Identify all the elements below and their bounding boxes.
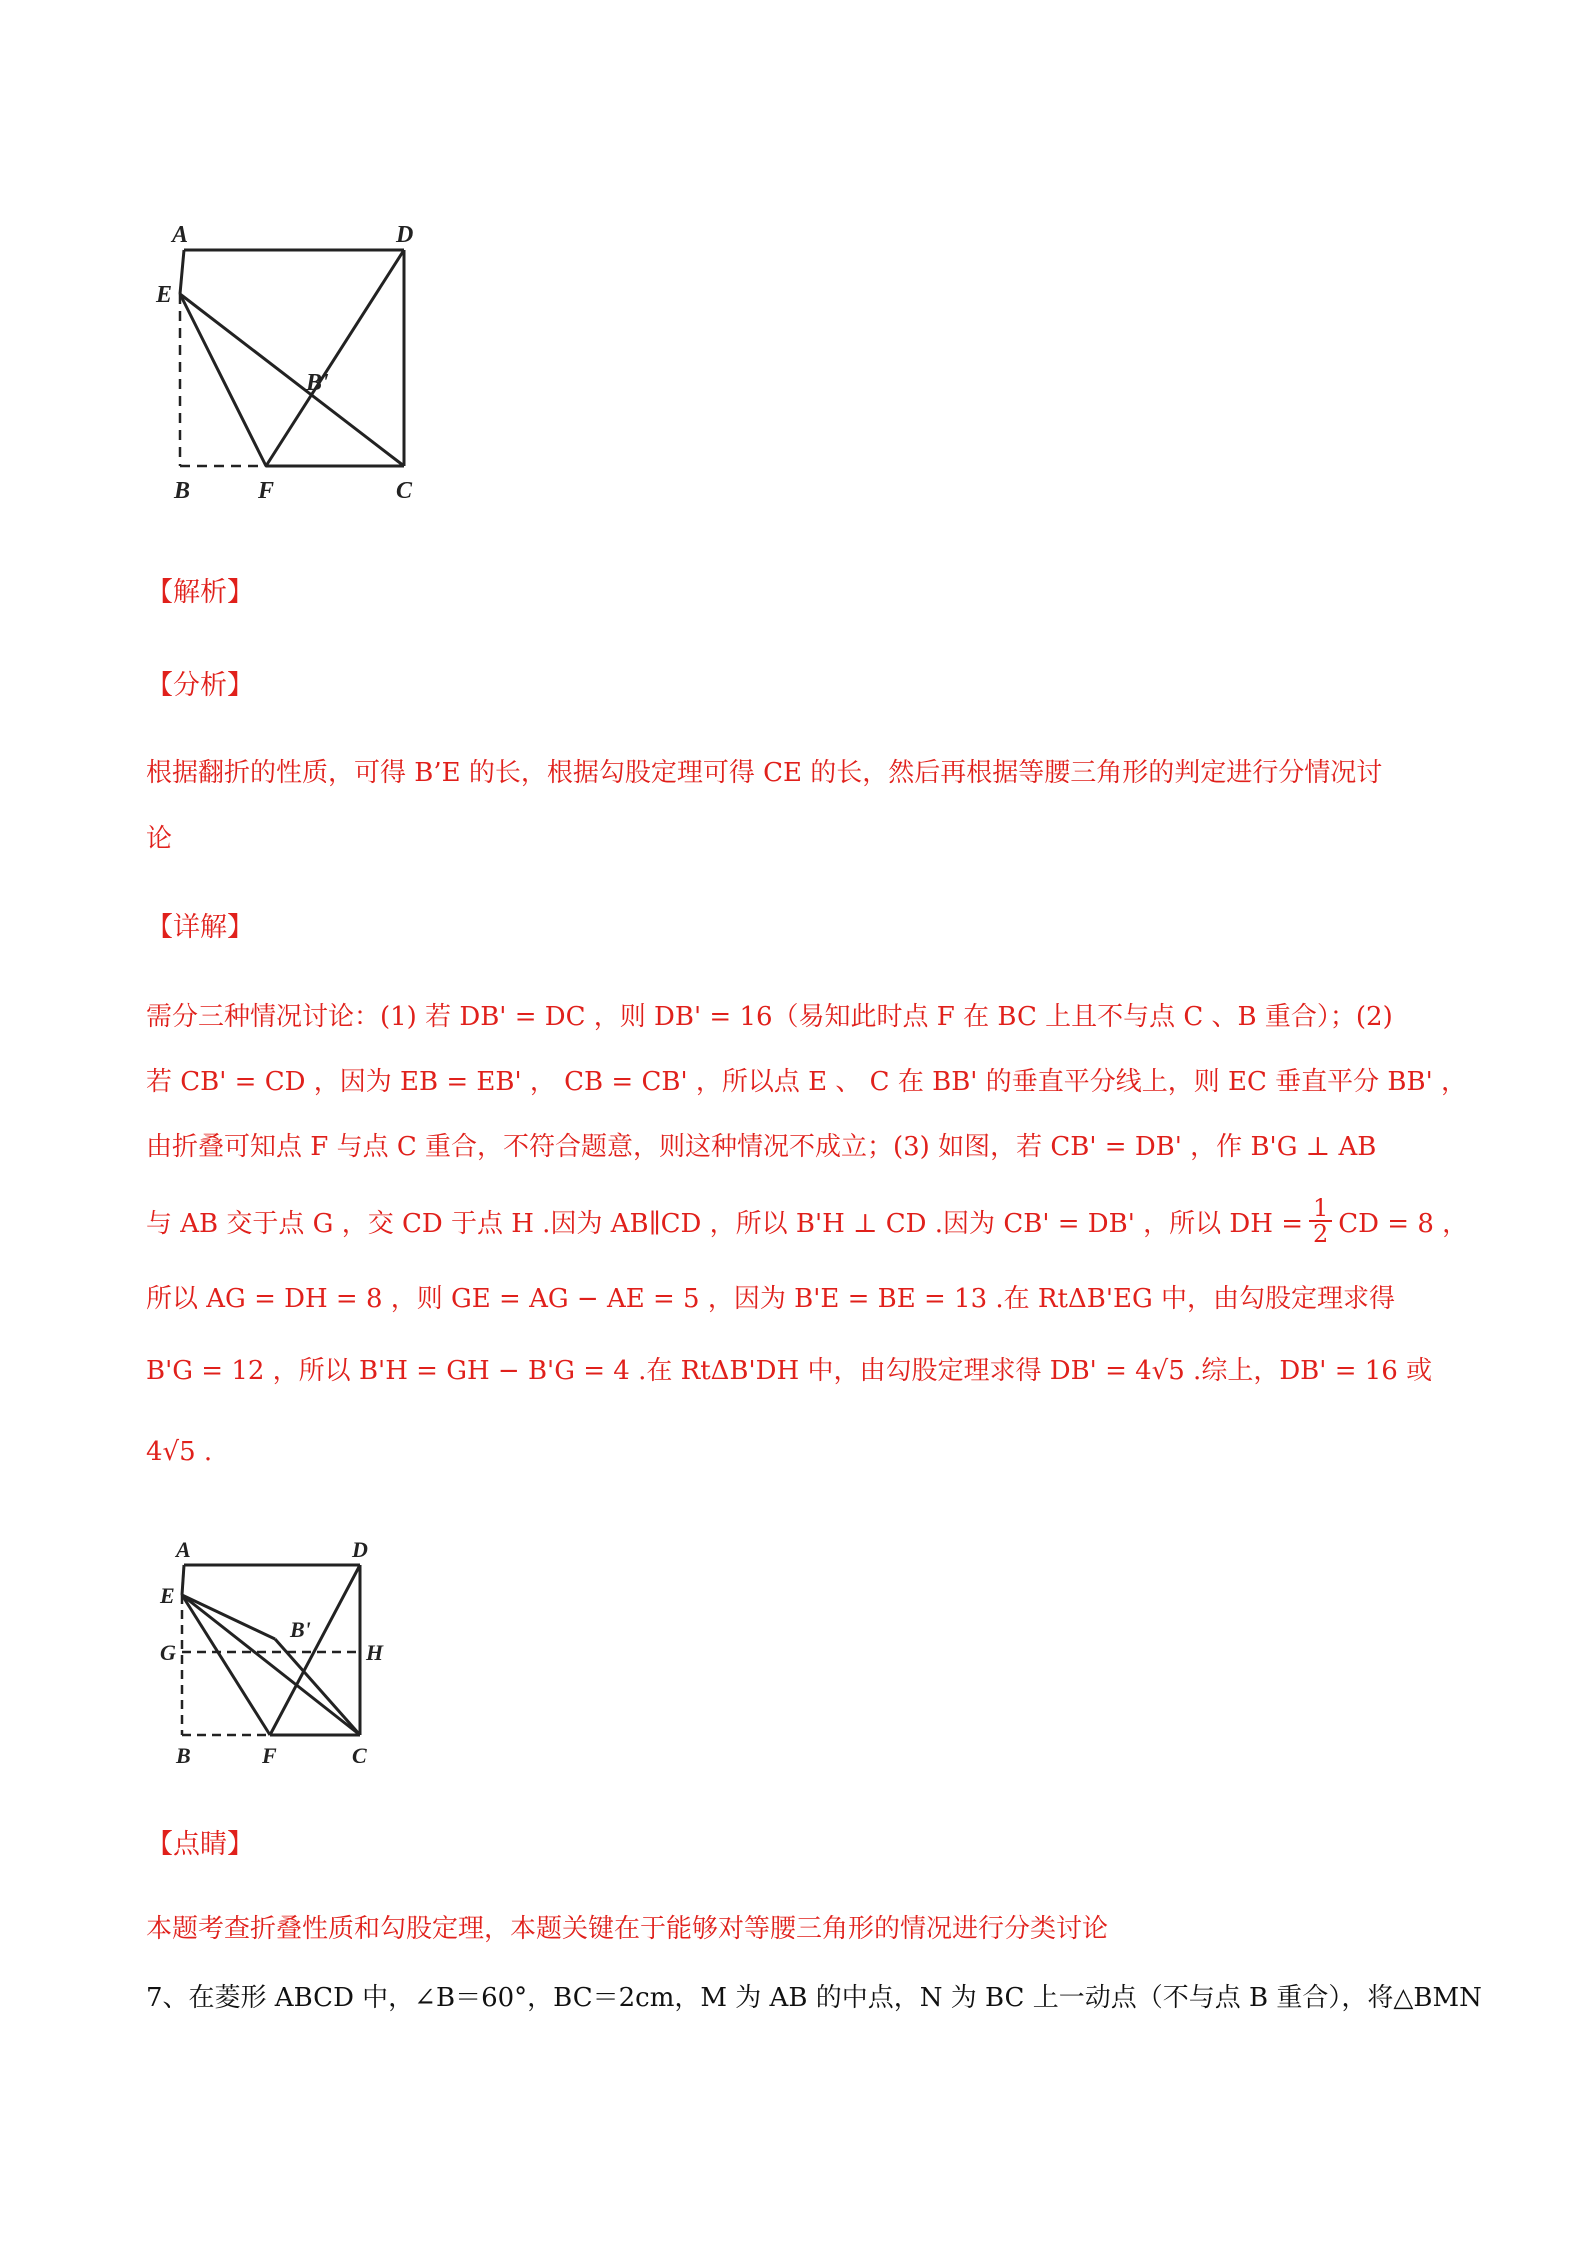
- fraction-numerator: 1: [1309, 1196, 1332, 1222]
- fig2-label-C: C: [352, 1743, 367, 1768]
- label-B-prime: B': [306, 370, 329, 396]
- label-F: F: [258, 478, 275, 504]
- detail-line-4b: CD = 8 ，: [1338, 1208, 1469, 1239]
- detail-line-2: 若 CB' = CD ，因为 EB = EB' ， CB = CB' ，所以点 E 、 C 在 BB' 的垂直平分线上，则 EC 垂直平分 BB' ，: [146, 1067, 1467, 1097]
- fig2-label-H: H: [366, 1640, 384, 1665]
- fraction-denominator: 2: [1312, 1220, 1329, 1248]
- detail-line-7: 4√5 .: [146, 1437, 213, 1467]
- detail-line-3: 由折叠可知点 F 与点 C 重合，不符合题意，则这种情况不成立；(3) 如图，若 CB' = DB' ，作 B'G ⊥ AB: [146, 1132, 1377, 1162]
- fig2-label-B-prime: B': [290, 1617, 311, 1642]
- fig2-label-A: A: [176, 1537, 191, 1562]
- section-dianjing: 【点睛】: [146, 1829, 254, 1860]
- detail-line-5: 所以 AG = DH = 8 ，则 GE = AG − AE = 5 ，因为 B'E = BE = 13 .在 RtΔB'EG 中，由勾股定理求得: [146, 1284, 1395, 1314]
- figure-1-diagram: [150, 210, 440, 510]
- fig2-label-E: E: [160, 1583, 175, 1608]
- detail-line-4a: 与 AB 交于点 G ，交 CD 于点 H .因为 AB∥CD ，所以 B'H ⊥ CD .因为 CB' = DB' ，所以 DH =: [146, 1208, 1303, 1239]
- section-xiangjie: 【详解】: [146, 912, 254, 943]
- section-fenxi: 【分析】: [146, 670, 254, 701]
- fig2-label-B: B: [176, 1743, 191, 1768]
- analysis-line-2: 论: [146, 824, 173, 854]
- section-jiexi: 【解析】: [146, 577, 254, 608]
- label-E: E: [156, 282, 173, 308]
- detail-line-4: [146, 1196, 1468, 1246]
- question-7: 7、在菱形 ABCD 中，∠B＝60°，BC＝2cm，M 为 AB 的中点，N 为 BC 上一动点（不与点 B 重合），将△BMN: [146, 1983, 1482, 2013]
- detail-line-1: 需分三种情况讨论：(1) 若 DB' = DC ，则 DB' = 16（易知此时点 F 在 BC 上且不与点 C 、B 重合）；(2): [146, 1002, 1393, 1032]
- fig2-label-D: D: [352, 1537, 368, 1562]
- fig2-label-G: G: [160, 1640, 176, 1665]
- label-A: A: [172, 222, 189, 248]
- summary-text: 本题考查折叠性质和勾股定理，本题关键在于能够对等腰三角形的情况进行分类讨论: [146, 1914, 1109, 1944]
- detail-line-6: B'G = 12 ，所以 B'H = GH − B'G = 4 .在 RtΔB'DH 中，由勾股定理求得 DB' = 4√5 .综上，DB' = 16 或: [146, 1356, 1433, 1386]
- fraction: [1309, 1196, 1332, 1246]
- analysis-line-1: 根据翻折的性质，可得 B’E 的长，根据勾股定理可得 CE 的长，然后再根据等腰三角形的判定进行分情况讨: [146, 758, 1383, 788]
- figure-2-diagram: [150, 1535, 410, 1775]
- label-B: B: [174, 478, 191, 504]
- fig2-label-F: F: [262, 1743, 277, 1768]
- label-C: C: [396, 478, 413, 504]
- label-D: D: [396, 222, 414, 248]
